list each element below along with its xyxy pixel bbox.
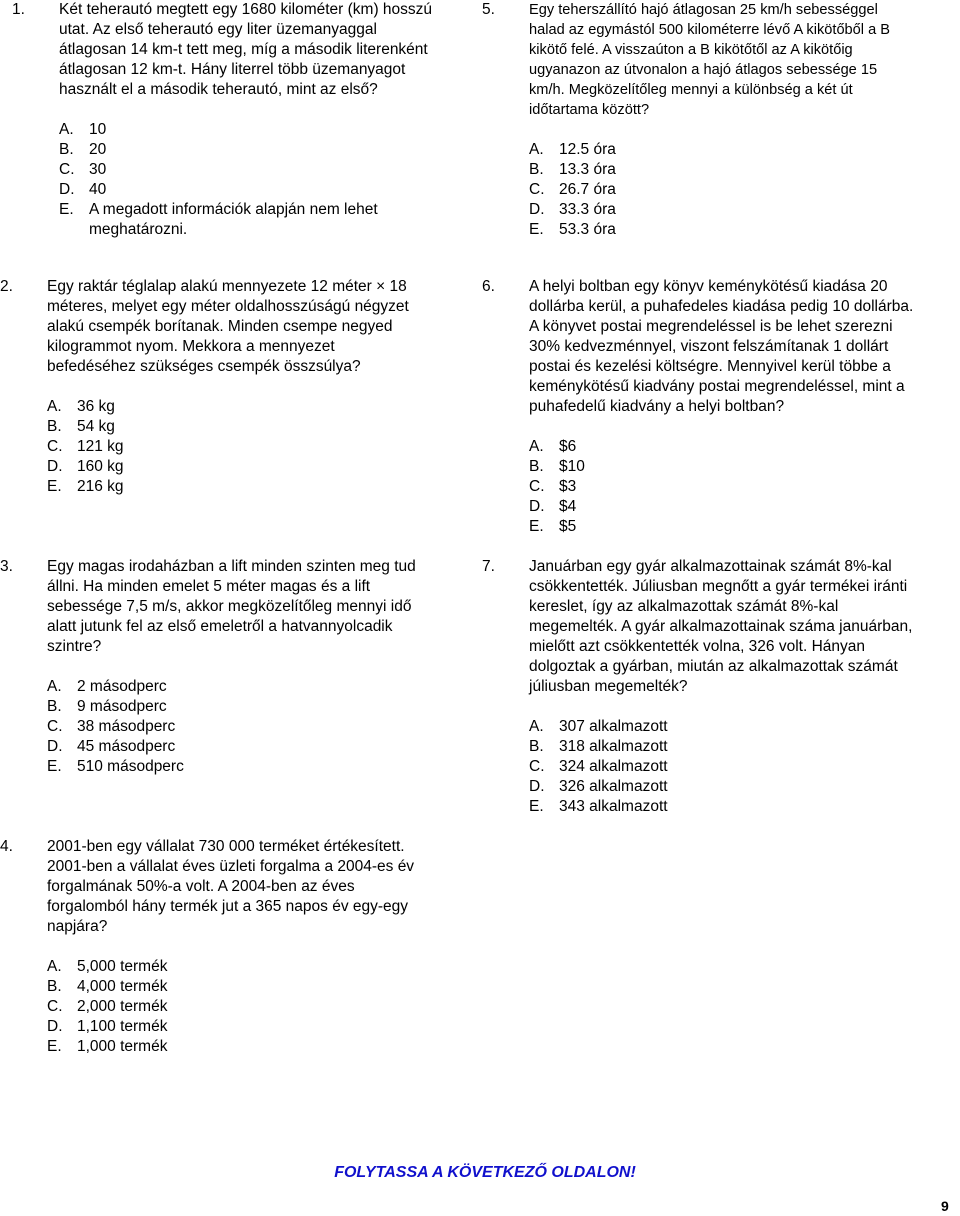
question-text [47, 277, 460, 377]
option-letter: D. [47, 458, 63, 475]
answer-options [529, 437, 960, 537]
option-text: 13.3 óra [559, 161, 616, 178]
question-text-line: kereslet, így az alkalmazottak számát 8%-kal [529, 598, 839, 615]
answer-options [47, 677, 460, 777]
option-text: 53.3 óra [559, 221, 616, 238]
option-text: 307 alkalmazott [559, 718, 668, 735]
question-text-line: kilogrammot nyom. Mekkora a mennyezet [47, 338, 335, 355]
option-letter: B. [47, 698, 62, 715]
question-text-line: ugyanazon az útvonalon a hajó átlagos sebessége 15 [529, 62, 878, 78]
option-text: 318 alkalmazott [559, 738, 668, 755]
answer-option [47, 1017, 460, 1037]
answer-option [47, 437, 460, 457]
option-letter: A. [529, 718, 544, 735]
option-text: $6 [559, 438, 577, 455]
option-text: $4 [559, 498, 577, 515]
option-letter: E. [59, 201, 74, 218]
option-letter: B. [47, 978, 62, 995]
answer-option [47, 977, 460, 997]
answer-option [47, 997, 460, 1017]
option-text: 33.3 óra [559, 201, 616, 218]
answer-option [47, 957, 460, 977]
question-text-line: napjára? [47, 918, 108, 935]
question-text-line: A helyi boltban egy könyv keménykötésű kiadása 20 [529, 278, 888, 295]
option-letter: C. [529, 181, 545, 198]
question-text-line: 2001-ben a vállalat éves üzleti forgalma a 2004-es év [47, 858, 415, 875]
question-text-line: dollárba kerül, a puhafedeles kiadása pedig 10 dollárba. [529, 298, 914, 315]
option-text: 38 másodperc [77, 718, 176, 735]
question-text-line: alatt jutunk fel az első emeletről a hatvannyolcadik [47, 618, 393, 635]
answer-option [529, 140, 960, 160]
question-text [59, 0, 442, 100]
question-7 [482, 557, 960, 817]
option-letter: D. [59, 181, 75, 198]
answer-option [529, 517, 960, 537]
question-text [529, 0, 960, 120]
option-text: 12.5 óra [559, 141, 616, 158]
question-number: 4. [0, 838, 13, 855]
option-letter: E. [529, 221, 544, 238]
option-letter: A. [47, 958, 62, 975]
answer-option [529, 220, 960, 240]
answer-option [47, 1037, 460, 1057]
option-letter: A. [529, 141, 544, 158]
option-letter: E. [529, 518, 544, 535]
question-text-line: júliusban megemelték? [529, 678, 688, 695]
answer-option [529, 180, 960, 200]
option-text: 36 kg [77, 398, 115, 415]
answer-option [47, 477, 460, 497]
option-letter: D. [47, 738, 63, 755]
option-text: 30 [89, 161, 107, 178]
answer-option [529, 160, 960, 180]
option-text: 9 másodperc [77, 698, 167, 715]
option-text: 4,000 termék [77, 978, 168, 995]
question-text [47, 557, 460, 657]
answer-options [529, 140, 960, 240]
question-text-line: megemelték. A gyár alkalmazottainak száma januárban, [529, 618, 913, 635]
question-text-line: átlagosan 12 km-t. Hány literrel több üzemanyagot [59, 61, 406, 78]
answer-option [529, 437, 960, 457]
question-text-line: puhafedelű kiadvány a helyi boltban? [529, 398, 785, 415]
answer-option [529, 757, 960, 777]
question-number: 2. [0, 278, 13, 295]
option-text: 343 alkalmazott [559, 798, 668, 815]
question-text-line: 2001-ben egy vállalat 730 000 terméket értékesített. [47, 838, 405, 855]
option-text: 2 másodperc [77, 678, 167, 695]
option-letter: B. [47, 418, 62, 435]
question-text-line: kikötő felé. A visszaúton a B kikötőtől az A kikötőig [529, 42, 853, 58]
option-letter: D. [47, 1018, 63, 1035]
option-text: 160 kg [77, 458, 124, 475]
answer-option [47, 417, 460, 437]
option-letter: C. [47, 718, 63, 735]
option-letter: B. [59, 141, 74, 158]
answer-option [529, 777, 960, 797]
answer-option [529, 457, 960, 477]
option-text: $3 [559, 478, 577, 495]
option-letter: E. [47, 478, 62, 495]
answer-option [47, 717, 460, 737]
question-number: 7. [482, 558, 495, 575]
answer-option [59, 140, 442, 160]
question-text-line: postai és kezelési költségre. Mennyivel kerül többe a [529, 358, 891, 375]
option-text: A megadott információk alapján nem lehet meghatározni. [89, 201, 378, 238]
answer-options [59, 120, 442, 240]
question-text-line: alakú csempék borítanak. Minden csempe negyed [47, 318, 393, 335]
answer-option [47, 397, 460, 417]
question-text-line: utat. Az első teherautó egy liter üzemanyaggal [59, 21, 377, 38]
answer-option [59, 200, 442, 240]
question-number: 3. [0, 558, 13, 575]
option-text: 510 másodperc [77, 758, 184, 775]
question-text-line: Januárban egy gyár alkalmazottainak számát 8%-kal [529, 558, 892, 575]
question-text-line: dolgoztak a gyárban, miután az alkalmazottak számát [529, 658, 898, 675]
option-letter: E. [47, 1038, 62, 1055]
question-number: 6. [482, 278, 495, 295]
question-5 [482, 0, 960, 240]
option-letter: D. [529, 778, 545, 795]
continue-notice: FOLYTASSA A KÖVETKEZŐ OLDALON! [334, 1164, 636, 1181]
question-text-line: sebessége 7,5 m/s, akkor megközelítőleg mennyi idő [47, 598, 412, 615]
answer-options [529, 717, 960, 817]
option-text: 26.7 óra [559, 181, 616, 198]
answer-option [47, 737, 460, 757]
option-letter: A. [47, 678, 62, 695]
option-text: 54 kg [77, 418, 115, 435]
question-text-line: forgalomból hány termék jut a 365 napos év egy-egy [47, 898, 409, 915]
option-letter: A. [529, 438, 544, 455]
option-text: 1,000 termék [77, 1038, 168, 1055]
question-text-line: csökkentették. Júliusban megnőtt a gyár termékei iránti [529, 578, 908, 595]
answer-option [529, 717, 960, 737]
option-letter: C. [47, 438, 63, 455]
answer-option [47, 457, 460, 477]
answer-option [529, 737, 960, 757]
option-letter: D. [529, 498, 545, 515]
question-3 [0, 557, 460, 777]
question-text-line: 30% kedvezménnyel, viszont felszámítanak 1 dollárt [529, 338, 889, 355]
option-text: 324 alkalmazott [559, 758, 668, 775]
answer-option [529, 477, 960, 497]
option-text: 121 kg [77, 438, 124, 455]
question-text-line: használt el a második teherautó, mint az első? [59, 81, 378, 98]
answer-option [59, 180, 442, 200]
answer-option [59, 160, 442, 180]
option-letter: B. [529, 738, 544, 755]
answer-option [529, 797, 960, 817]
option-text: 10 [89, 121, 107, 138]
question-text-line: halad az egymástól 500 kilométerre lévő A kikötőből a B [529, 22, 890, 38]
option-text: 45 másodperc [77, 738, 176, 755]
question-number: 1. [12, 1, 25, 18]
question-number: 5. [482, 1, 495, 18]
option-letter: A. [47, 398, 62, 415]
question-6 [482, 277, 960, 537]
question-text [529, 277, 960, 417]
answer-option [529, 497, 960, 517]
question-2 [0, 277, 460, 497]
option-letter: A. [59, 121, 74, 138]
question-text-line: km/h. Megközelítőleg mennyi a különbség a két út [529, 82, 853, 98]
option-letter: B. [529, 458, 544, 475]
option-text: $10 [559, 458, 585, 475]
option-letter: D. [529, 201, 545, 218]
answer-option [47, 757, 460, 777]
option-text: 40 [89, 181, 107, 198]
answer-options [47, 397, 460, 497]
option-text: 1,100 termék [77, 1018, 168, 1035]
option-text: 216 kg [77, 478, 124, 495]
question-text-line: szintre? [47, 638, 102, 655]
page-number: 9 [941, 1198, 949, 1214]
question-text-line: átlagosan 14 km-t tett meg, míg a második literenként [59, 41, 428, 58]
option-letter: C. [529, 758, 545, 775]
question-text-line: A könyvet postai megrendeléssel is be lehet szerezni [529, 318, 893, 335]
option-letter: C. [59, 161, 75, 178]
question-text-line: Egy teherszállító hajó átlagosan 25 km/h sebességgel [529, 2, 878, 18]
option-letter: E. [529, 798, 544, 815]
question-text-line: forgalmának 50%-a volt. A 2004-ben az éves [47, 878, 355, 895]
option-text: $5 [559, 518, 577, 535]
question-text-line: állni. Ha minden emelet 5 méter magas és a lift [47, 578, 371, 595]
answer-option [47, 677, 460, 697]
option-text: 5,000 termék [77, 958, 168, 975]
answer-option [529, 200, 960, 220]
question-text-line: méteres, melyet egy méter oldalhosszúságú négyzet [47, 298, 409, 315]
question-text [529, 557, 960, 697]
option-text: 20 [89, 141, 107, 158]
question-text-line: Egy magas irodaházban a lift minden szinten meg tud [47, 558, 416, 575]
question-text-line: befedéséhez szükséges csempék összsúlya? [47, 358, 361, 375]
answer-option [47, 697, 460, 717]
question-text [47, 837, 460, 937]
question-1 [12, 0, 442, 240]
question-text-line: mielőtt azt csökkentették volna, 326 volt. Hányan [529, 638, 866, 655]
option-letter: C. [47, 998, 63, 1015]
option-text: 326 alkalmazott [559, 778, 668, 795]
question-text-line: időtartama között? [529, 102, 650, 118]
option-letter: B. [529, 161, 544, 178]
question-4 [0, 837, 460, 1057]
question-text-line: Két teherautó megtett egy 1680 kilométer (km) hosszú [59, 1, 433, 18]
option-text: 2,000 termék [77, 998, 168, 1015]
question-text-line: keménykötésű kiadvány postai megrendeléssel, mint a [529, 378, 905, 395]
answer-option [59, 120, 442, 140]
option-letter: C. [529, 478, 545, 495]
answer-options [47, 957, 460, 1057]
question-text-line: Egy raktár téglalap alakú mennyezete 12 méter × 18 [47, 278, 407, 295]
option-letter: E. [47, 758, 62, 775]
